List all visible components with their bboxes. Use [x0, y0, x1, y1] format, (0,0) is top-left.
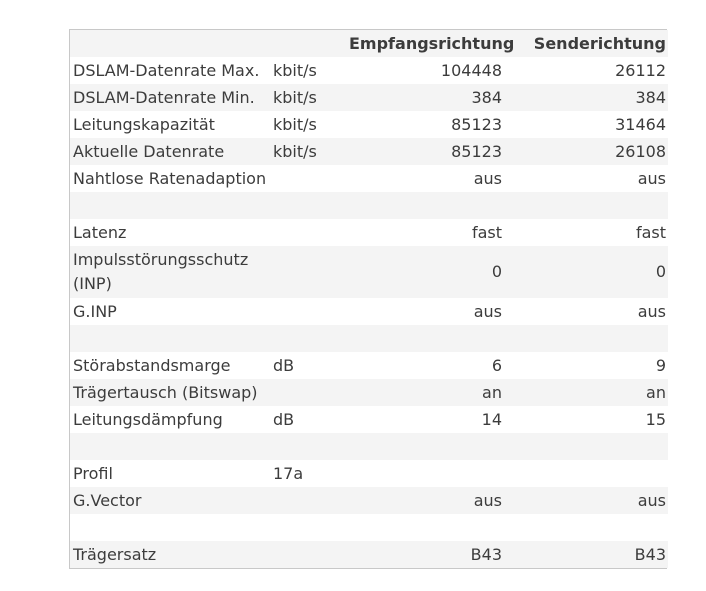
row-downstream-value: [346, 433, 504, 460]
row-label: Aktuelle Datenrate: [73, 142, 225, 161]
row-upstream-value: 26112: [615, 61, 666, 80]
row-upstream-value: 26108: [615, 142, 666, 161]
spacer-row: [70, 325, 668, 352]
row-unit: [270, 246, 346, 298]
table-row: [70, 541, 668, 568]
row-unit: [270, 165, 346, 192]
row-upstream-value: [504, 514, 668, 541]
row-unit: [270, 487, 346, 514]
row-unit: [270, 541, 346, 568]
row-downstream-value: 6: [491, 356, 502, 375]
row-upstream-value: [504, 192, 668, 219]
dsl-info-table: [70, 30, 668, 568]
row-label: Leitungskapazität: [73, 115, 215, 134]
header-downstream: Empfangsrichtung: [349, 34, 515, 53]
spacer-row: [70, 192, 668, 219]
row-downstream-value: aus: [473, 169, 502, 188]
row-downstream-value: 85123: [451, 115, 502, 134]
row-unit: kbit/s: [273, 115, 317, 134]
row-unit: [270, 433, 346, 460]
row-unit: [270, 514, 346, 541]
row-label: Latenz: [73, 223, 127, 242]
row-unit: [270, 219, 346, 246]
row-unit: [270, 379, 346, 406]
row-label: [70, 433, 270, 460]
row-upstream-value: aus: [637, 302, 666, 321]
row-label: Trägertausch (Bitswap): [73, 383, 258, 402]
row-label: [70, 192, 270, 219]
row-downstream-value: aus: [473, 491, 502, 510]
row-unit: kbit/s: [273, 61, 317, 80]
row-unit: kbit/s: [273, 88, 317, 107]
row-upstream-value: [504, 325, 668, 352]
row-label: [70, 514, 270, 541]
table-row: [70, 406, 668, 433]
row-unit: [270, 298, 346, 325]
row-downstream-value: fast: [471, 223, 502, 242]
row-label: Leitungsdämpfung: [73, 410, 223, 429]
row-upstream-value: 31464: [615, 115, 666, 134]
table-row: [70, 246, 668, 298]
row-downstream-value: aus: [473, 302, 502, 321]
row-downstream-value: 85123: [451, 142, 502, 161]
row-label: Profil: [73, 464, 113, 483]
spacer-row: [70, 514, 668, 541]
row-label: Impulsstörungsschutz (INP): [73, 250, 249, 293]
row-label: Störabstandsmarge: [73, 356, 231, 375]
row-unit: kbit/s: [273, 142, 317, 161]
row-downstream-value: [346, 325, 504, 352]
row-unit: [270, 192, 346, 219]
row-downstream-value: [346, 192, 504, 219]
table-row: [70, 298, 668, 325]
row-unit: dB: [273, 356, 295, 375]
row-upstream-value: aus: [637, 169, 666, 188]
dsl-info-table-container: [69, 29, 667, 569]
row-label: DSLAM-Datenrate Max.: [73, 61, 260, 80]
row-label: DSLAM-Datenrate Min.: [73, 88, 255, 107]
row-downstream-value: [346, 514, 504, 541]
table-row: [70, 219, 668, 246]
row-label: G.Vector: [73, 491, 142, 510]
row-downstream-value: 0: [491, 262, 502, 281]
row-upstream-value: 15: [645, 410, 666, 429]
row-upstream-value: [504, 433, 668, 460]
row-unit: [270, 325, 346, 352]
row-downstream-value: [346, 460, 504, 487]
row-upstream-value: an: [646, 383, 666, 402]
row-upstream-value: fast: [635, 223, 666, 242]
spacer-row: [70, 433, 668, 460]
header-label: [70, 30, 270, 57]
row-label: Nahtlose Ratenadaption: [73, 169, 267, 188]
table-row: [70, 57, 668, 84]
row-upstream-value: B43: [634, 545, 666, 564]
row-label: Trägersatz: [73, 545, 157, 564]
row-upstream-value: 9: [655, 356, 666, 375]
row-upstream-value: 384: [635, 88, 666, 107]
table-row: [70, 111, 668, 138]
row-upstream-value: [504, 460, 668, 487]
row-downstream-value: 384: [471, 88, 502, 107]
row-downstream-value: B43: [470, 545, 502, 564]
row-downstream-value: an: [482, 383, 502, 402]
table-row: [70, 379, 668, 406]
row-upstream-value: aus: [637, 491, 666, 510]
header-unit: [270, 30, 346, 57]
table-row: [70, 84, 668, 111]
table-header-row: [70, 30, 668, 57]
table-row: [70, 352, 668, 379]
table-row: [70, 165, 668, 192]
row-unit: dB: [273, 410, 295, 429]
row-downstream-value: 14: [481, 410, 502, 429]
header-upstream: Senderichtung: [533, 34, 666, 53]
row-label: G.INP: [73, 302, 117, 321]
row-label: [70, 325, 270, 352]
row-unit: 17a: [273, 464, 304, 483]
row-upstream-value: 0: [655, 262, 666, 281]
table-row: [70, 138, 668, 165]
row-downstream-value: 104448: [440, 61, 502, 80]
table-row: [70, 487, 668, 514]
table-row: [70, 460, 668, 487]
